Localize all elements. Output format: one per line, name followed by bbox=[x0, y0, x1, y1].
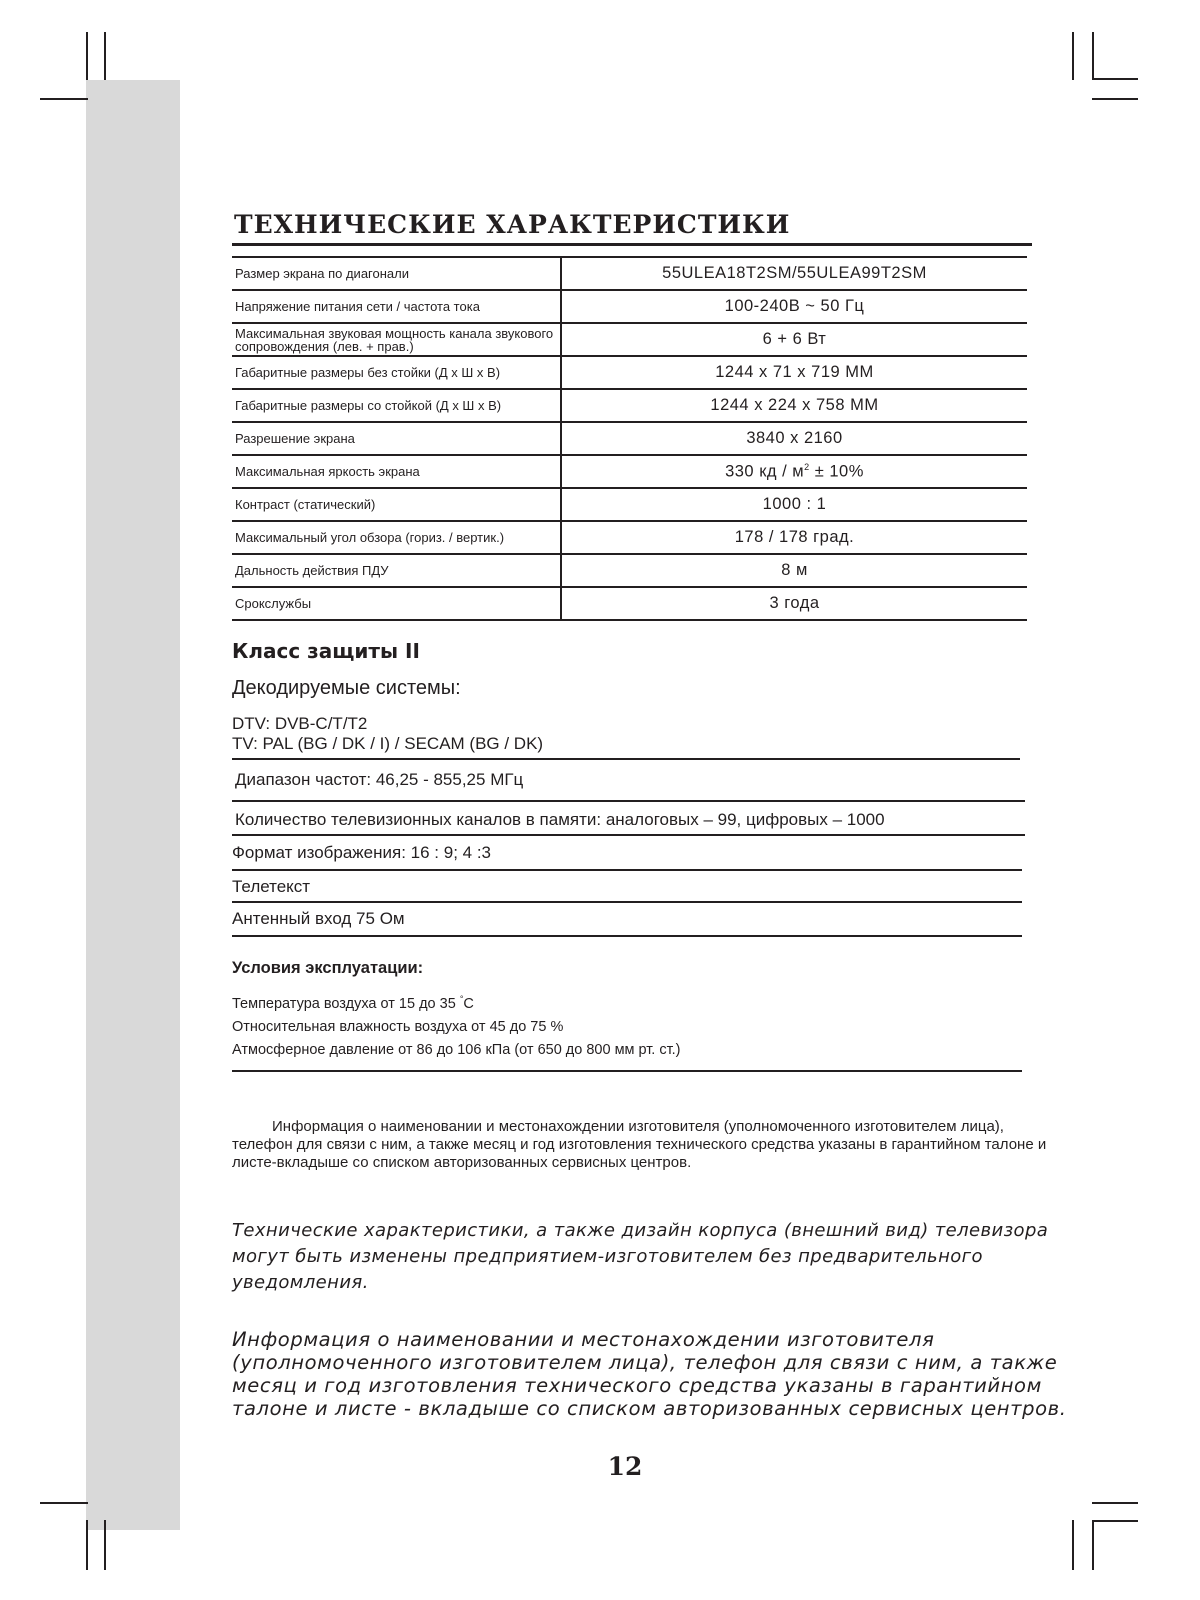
conditions-humidity: Относительная влажность воздуха от 45 до 75 % bbox=[232, 1018, 564, 1035]
spec-label: Габаритные размеры без стойки (Д х Ш х В) bbox=[232, 356, 561, 389]
teletext: Телетекст bbox=[232, 871, 1022, 903]
spec-label: Габаритные размеры со стойкой (Д х Ш х В) bbox=[232, 389, 561, 422]
temperature-text: Температура воздуха от 15 до 35 bbox=[232, 995, 456, 1012]
brightness-superscript: 2 bbox=[804, 461, 810, 472]
spec-label: Максимальный угол обзора (гориз. / вертик.) bbox=[232, 521, 561, 554]
decoded-systems-heading: Декодируемые системы: bbox=[232, 677, 461, 699]
conditions-title: Условия эксплуатации: bbox=[232, 959, 424, 977]
decoded-systems-list bbox=[232, 714, 1020, 760]
table-row bbox=[232, 587, 1027, 620]
spec-value: 3 года bbox=[561, 587, 1027, 620]
spec-label: Напряжение питания сети / частота тока bbox=[232, 290, 561, 323]
table-row bbox=[232, 422, 1027, 455]
spec-label: Максимальная яркость экрана bbox=[232, 455, 561, 488]
operating-conditions bbox=[232, 959, 1022, 1072]
channel-count: Количество телевизионных каналов в памяти: аналоговых – 99, цифровых – 1000 bbox=[232, 802, 1025, 836]
spec-label: Максимальная звуковая мощность канала звукового сопровождения (лев. + прав.) bbox=[232, 323, 561, 356]
spec-value: 1244 х 224 х 758 ММ bbox=[561, 389, 1027, 422]
table-row bbox=[232, 488, 1027, 521]
table-row bbox=[232, 323, 1027, 356]
dtv-line: DTV: DVB-C/T/T2 bbox=[232, 714, 368, 733]
spec-value bbox=[561, 455, 1027, 488]
spec-label: Контраст (статический) bbox=[232, 488, 561, 521]
brightness-tolerance: ± 10% bbox=[809, 462, 864, 481]
spec-value: 6 + 6 Вт bbox=[561, 323, 1027, 356]
manufacturer-info-italic: Информация о наименовании и местонахождении изготовителя (уполномоченного изготовителем лица), телефон для связи с ним, а также месяц и год изготовления технического средства указаны в гарантийном талоне и листе - вкладыше со списком авторизованных сервисных центров. bbox=[232, 1328, 1067, 1420]
spec-value: 1244 х 71 х 719 ММ bbox=[561, 356, 1027, 389]
spec-label: Размер экрана по диагонали bbox=[232, 257, 561, 290]
table-row bbox=[232, 290, 1027, 323]
table-row bbox=[232, 389, 1027, 422]
spec-value: 55ULEA18T2SM/55ULEA99T2SM bbox=[561, 257, 1027, 290]
table-row bbox=[232, 455, 1027, 488]
spec-value: 1000 : 1 bbox=[561, 488, 1027, 521]
conditions-temperature bbox=[232, 988, 1022, 1016]
conditions-pressure: Атмосферное давление от 86 до 106 кПа (от 650 до 800 мм рт. ст.) bbox=[232, 1041, 681, 1058]
image-format: Формат изображения: 16 : 9; 4 :3 bbox=[232, 836, 1022, 871]
manufacturer-info-paragraph: Информация о наименовании и местонахождении изготовителя (уполномоченного изготовителем лица), телефон для связи с ним, а также месяц и год изготовления технического средства указаны в гарантийном талоне и листе-вкладыше со списком авторизованных сервисных центров. bbox=[232, 1118, 1047, 1171]
main-content bbox=[232, 210, 1032, 1072]
table-row bbox=[232, 554, 1027, 587]
tv-line: TV: PAL (BG / DK / I) / SECAM (BG / DK) bbox=[232, 734, 544, 753]
spec-label: Разрешение экрана bbox=[232, 422, 561, 455]
spec-value: 3840 x 2160 bbox=[561, 422, 1027, 455]
specs-table bbox=[232, 256, 1027, 621]
table-row bbox=[232, 257, 1027, 290]
page-title: ТЕХНИЧЕСКИЕ ХАРАКТЕРИСТИКИ bbox=[232, 210, 1032, 246]
side-gray-bar bbox=[86, 80, 180, 1530]
spec-value: 8 м bbox=[561, 554, 1027, 587]
page-number: 12 bbox=[607, 1452, 643, 1481]
table-row bbox=[232, 521, 1027, 554]
degree-symbol: ° bbox=[459, 994, 464, 1004]
spec-value: 178 / 178 град. bbox=[561, 521, 1027, 554]
spec-label: Дальность действия ПДУ bbox=[232, 554, 561, 587]
antenna-input: Антенный вход 75 Ом bbox=[232, 903, 1022, 937]
brightness-number: 330 bbox=[725, 462, 755, 481]
frequency-range: Диапазон частот: 46,25 - 855,25 МГц bbox=[232, 760, 1025, 802]
design-change-note: Технические характеристики, а также дизайн корпуса (внешний вид) телевизора могут быть изменены предприятием-изготовителем без предварительного уведомления. bbox=[232, 1220, 1049, 1293]
spec-label: Срокслужбы bbox=[232, 587, 561, 620]
spec-value: 100-240В ~ 50 Гц bbox=[561, 290, 1027, 323]
table-row bbox=[232, 356, 1027, 389]
protection-class: Класс защиты II bbox=[232, 639, 420, 663]
brightness-unit: кд / м bbox=[754, 462, 805, 481]
temperature-unit: С bbox=[463, 995, 474, 1012]
